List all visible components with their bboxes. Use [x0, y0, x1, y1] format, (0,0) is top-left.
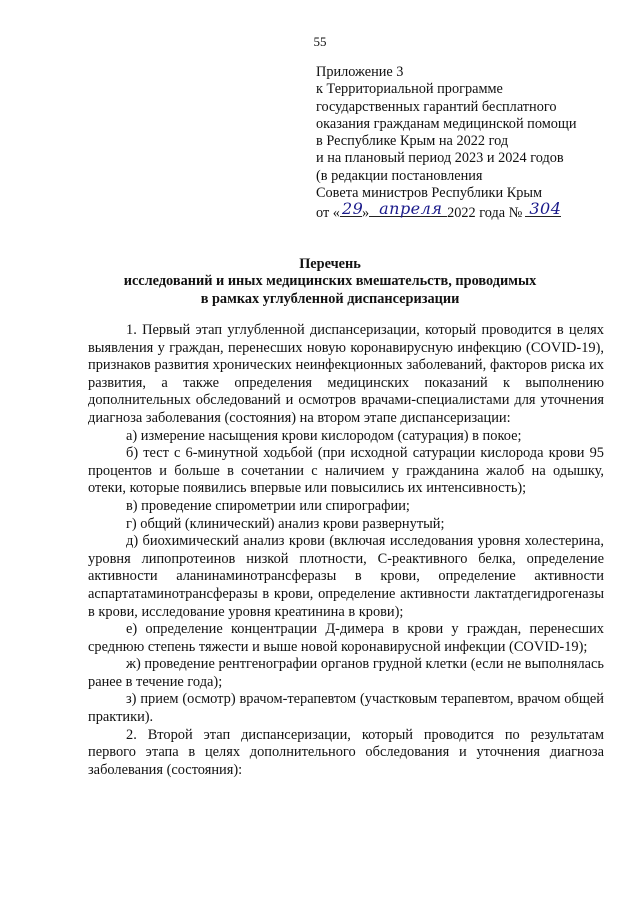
- handwritten-month: апреля: [379, 199, 443, 219]
- appendix-line: оказания гражданам медицинской помощи: [316, 115, 577, 132]
- appendix-block: [316, 64, 626, 222]
- date-quote: »: [361, 205, 370, 222]
- year-text: 2022 года №: [447, 205, 523, 222]
- paragraph: 1. Первый этап углубленной диспансеризации, который проводится в целях выявления у граждан, перенесших новую коронавирусную инфекцию (COVID-19), признаков развития хронических неинфекционных заболеваний, факторов риска их развития, а также определения медицинских показаний к выполнению дополнительных обследований и осмотров врачами-специалистами для уточнения диагноза заболевания (состояния) на втором этапе диспансеризации:: [88, 322, 604, 426]
- appendix-line: к Территориальной программе: [316, 81, 503, 98]
- date-prefix: от «: [316, 205, 340, 222]
- list-item: г) общий (клинический) анализ крови развернутый;: [126, 515, 445, 532]
- appendix-line: государственных гарантий бесплатного: [316, 98, 557, 115]
- appendix-line: и на плановый период 2023 и 2024 годов: [316, 150, 564, 167]
- appendix-line: Совета министров Республики Крым: [316, 185, 543, 202]
- day-blank: [340, 199, 364, 219]
- list-item: в) проведение спирометрии или спирографии;: [126, 497, 410, 514]
- appendix-line: (в редакции постановления: [316, 167, 483, 184]
- number-blank: [525, 199, 562, 219]
- appendix-line: в Республике Крым на 2022 год: [316, 133, 509, 150]
- list-item: е) определение концентрации Д-димера в крови у граждан, перенесших среднюю степень тяжести и выше новой коронавирусной инфекции (COVID-19);: [88, 621, 604, 655]
- document-body: [88, 322, 604, 779]
- document-title: [60, 256, 600, 308]
- handwritten-number: 304: [529, 199, 562, 219]
- list-item: а) измерение насыщения крови кислородом (сатурация) в покое;: [126, 427, 522, 444]
- month-blank: [369, 199, 447, 219]
- title-line: Перечень: [299, 256, 361, 272]
- list-item: д) биохимический анализ крови (включая исследования уровня холестерина, уровня липопротеинов низкой плотности, С-реактивного белка, определение активности аланинаминотрансферазы в крови, определение активности аспартатаминотрансферазы в крови, определение активности лактатдегидрогеназы в крови, исследование уровня креатинина в крови);: [88, 533, 604, 620]
- title-line: в рамках углубленной диспансеризации: [200, 290, 460, 307]
- list-item: ж) проведение рентгенографии органов грудной клетки (если не выполнялась ранее в течение года);: [88, 656, 604, 690]
- title-line: исследований и иных медицинских вмешательств, проводимых: [123, 273, 537, 290]
- handwritten-day: 29: [341, 199, 364, 219]
- resolution-date-line: [316, 199, 626, 222]
- appendix-line: Приложение 3: [316, 64, 404, 80]
- list-item: з) прием (осмотр) врачом-терапевтом (участковым терапевтом, врачом общей практики).: [88, 691, 604, 726]
- paragraph: 2. Второй этап диспансеризации, который проводится по результатам первого этапа в целях дополнительного обследования и уточнения диагноза заболевания (состояния):: [88, 726, 604, 778]
- page-number: 55: [313, 34, 327, 49]
- list-item: б) тест с 6-минутной ходьбой (при исходной сатурации кислорода крови 95 процентов и больше в сочетании с наличием у гражданина жалоб на одышку, отеки, которые появились впервые или повысились их интенсивность);: [88, 445, 604, 497]
